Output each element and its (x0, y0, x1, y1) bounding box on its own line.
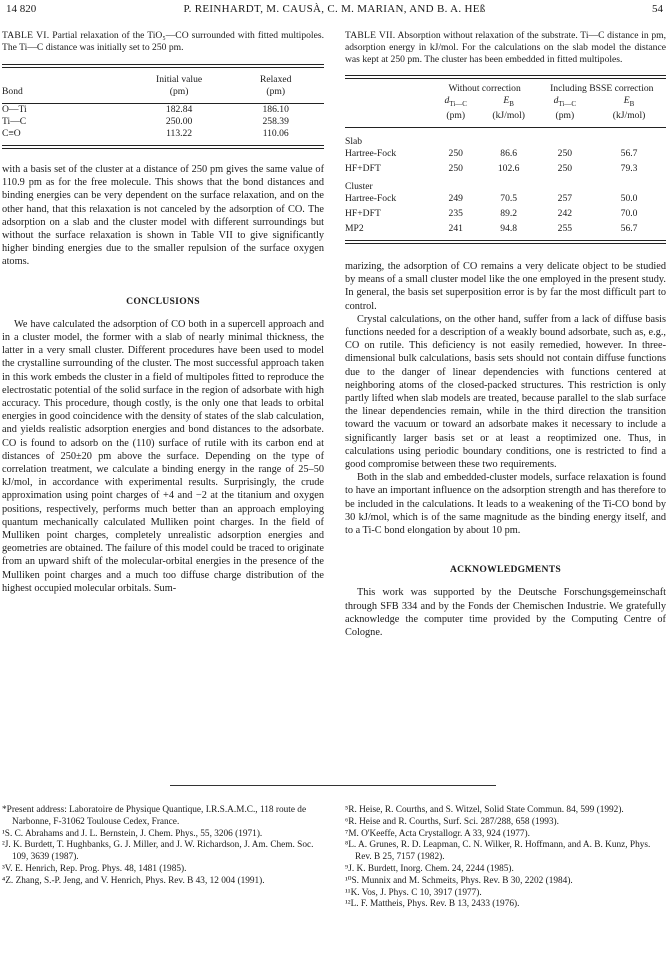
right-column (345, 30, 666, 639)
table6-head-initial: Initial value (156, 74, 203, 85)
table-row: O—Ti 182.84 186.10 (2, 104, 289, 115)
table-row: C≡O 113.22 110.06 (2, 128, 289, 139)
author-line: P. REINHARDT, M. CAUSÀ, C. M. MARIAN, AND B. A. HEß (183, 3, 486, 15)
table6: Initial value Relaxed Bond (pm) (pm) O—Ti 182.84 186.10 Ti—C 250.00 258.39 C≡O 113.22 110.06 (2, 74, 324, 140)
table-row: Hartree-Fock 249 70.5 257 50.0 (345, 192, 638, 204)
body-paragraph: We have calculated the adsorption of CO both in a supercell approach and in a cluster model, the former with a slab of nearly minimal thickness, the latter in a very small cluster. Different procedures have been used to model the crystalline surrounding of the cluster. The most successful approach taken in this work embeds the cluster in a field of multipoles fitted to reproduce the electrostatic potential of the solid surface in the region of adsorbate with high accuracy. This procedure, though costly, is the only one that leads to orbital energies in good coincidence with the density of states of the slab calculation, and yields realistic adsorption energies and bond distances to the adsorbate. CO is found to adsorb on the (110) surface of rutile with its carbon end at distances of 250±20 pm above the surface. Depending on the type of correlation treatment, we calculate a binding energy in the range of 25–50 kJ/mol, in accordance with experimental results. Surprisingly, the crude approximation using point charges of +4 and −2 at the titanium and oxygen positions, respectively, performs much better than an approach employing quantum mechanically calculated Mulliken point charges. In the field of Mulliken point charges, completely unrealistic adsorption energies and geometries are obtained. The failure of this model could be traced to originate from an upward shift of the molecular-orbital energies in the presence of the Mulliken point charges and a much too diffuse charge distribution of the highest occupied molecular orbitals. Sum- (2, 318, 324, 594)
table7-caption: TABLE VII. Absorption without relaxation of the substrate. Ti—C distance in pm, adsorption energy in kJ/mol. For the calculations on the slab model the distance was kept at 250 pm. The cluster has been embedded in fitted multipoles. (345, 30, 667, 65)
table7-group-bsse: Including BSSE correction (550, 83, 654, 94)
conclusions-heading: CONCLUSIONS (126, 295, 200, 307)
table6-head-bond: Bond (2, 86, 23, 97)
reference-item: ¹⁰S. Munnix and M. Schmeits, Phys. Rev. B 30, 2202 (1984). (345, 875, 573, 886)
table7-bottom-rule (345, 240, 666, 244)
running-header (6, 3, 663, 18)
table7-group-without: Without correction (448, 83, 521, 94)
table6-head-relaxed: Relaxed (259, 74, 292, 85)
reference-item: ²J. K. Burdett, T. Hughbanks, G. J. Miller, and J. W. Richardson, J. Am. Chem. Soc. 109, 3639 (1987). (2, 840, 314, 863)
references-right (345, 805, 666, 911)
body-paragraph: with a basis set of the cluster at a distance of 250 pm gives the same value of 110.9 pm as for the free molecule. This shows that the bond distances and binding energies can be very dependent on the surface relaxation, and on the other hand, that this relaxation is not canceled by the adsorption of CO. The adsorption on a slab and the cluster model with different surroundings but without the surface relaxation is shown in Table VII to give significantly higher binding energies due to the smaller repulsion of the surface oxygen atoms. (2, 164, 324, 268)
table7: Without correction Including BSSE correction $d_{Ti—C}$ $E_B$ $d_{Ti—C}$ $E_B$ (pm) (kJ/mol) (pm) (kJ/mol) Slab Hartree-Fock 250 86.6 250 56.7 HF+DFT 250 102.6 250 79.3 Cluster Hartree-Fock 249 70.5 257 50.0 HF+DFT 235 89.2 242 70.0 MP2 241 94.8 255 56.7 (345, 83, 666, 235)
table-row: Hartree-Fock 250 86.6 250 56.7 (345, 147, 638, 159)
reference-item: ¹¹K. Vos, J. Phys. C 10, 3917 (1977). (345, 887, 482, 898)
table6-caption: TABLE VI. Partial relaxation of the TiO₅—CO surrounded with fitted multipoles. The Ti—C distance was initially set to 250 pm. (2, 30, 324, 53)
reference-item: ⁸L. A. Grunes, R. D. Leapman, C. N. Wilker, R. Hoffmann, and A. B. Kunz, Phys. Rev. B 25, 7157 (1982). (345, 840, 651, 863)
page-number: 14 820 (6, 3, 37, 15)
table7-section-cluster: Cluster (345, 180, 373, 192)
reference-item: ⁹J. K. Burdett, Inorg. Chem. 24, 2244 (1985). (345, 863, 514, 874)
footnote-separator (170, 785, 496, 786)
body-paragraph: Crystal calculations, on the other hand, suffer from a lack of diffuse basis functions needed for a description of a weakly bound adsorbate, such as, e.g., CO on rutile. This deficiency is not easily remedied, however. In three-dimensional bulk calculations, basis sets should not contain diffuse functions due to the danger of linear dependencies with functions centered at neighboring atoms of the closed-packed structures. This restriction is only partly lifted when slab models are treated, because parallel to the slab surface the linear dependencies remain, while in the third direction the transition toward the vacuum or toward an adsorbate makes it necessary to include a significantly larger basis set or at least a reoptimized one. Thus, in calculations using periodic boundary conditions, one is restricted to find a good compromise between these two requirements. (345, 313, 666, 470)
reference-item: ¹S. C. Abrahams and J. L. Bernstein, J. Chem. Phys., 55, 3206 (1971). (2, 828, 263, 839)
reference-item: *Present address: Laboratoire de Physique Quantique, I.R.S.A.M.C., 118 route de Narbonne, F-31062 Toulouse Cedex, France. (2, 805, 307, 827)
reference-item: ⁷M. O'Keeffe, Acta Crystallogr. A 33, 924 (1977). (345, 828, 530, 839)
table7-top-rule (345, 75, 666, 79)
table-row: Ti—C 250.00 258.39 (2, 116, 289, 127)
reference-item: ⁶R. Heise and R. Courths, Surf. Sci. 287/288, 658 (1993). (345, 816, 559, 827)
reference-item: ¹²L. F. Mattheis, Phys. Rev. B 13, 2433 (1976). (345, 899, 520, 910)
reference-item: ⁵R. Heise, R. Courths, and S. Witzel, Solid State Commun. 84, 599 (1992). (345, 805, 624, 815)
table-row: HF+DFT 235 89.2 242 70.0 (345, 207, 638, 219)
table7-section-slab: Slab (345, 135, 363, 147)
body-paragraph: This work was supported by the Deutsche Forschungsgemeinschaft through SFB 334 and by the Fonds der Chemischen Industrie. We gratefully acknowledge the computer time provided by the Computing Centre of Cologne. (345, 587, 666, 638)
left-column (2, 30, 324, 595)
table6-bottom-rule (2, 145, 324, 149)
reference-item: ⁴Z. Zhang, S.-P. Jeng, and V. Henrich, Phys. Rev. B 43, 12 004 (1991). (2, 875, 265, 886)
table-row: HF+DFT 250 102.6 250 79.3 (345, 162, 638, 174)
reference-item: ³V. E. Henrich, Rep. Prog. Phys. 48, 1481 (1985). (2, 863, 187, 874)
references-left (2, 805, 322, 888)
table-row: MP2 241 94.8 255 56.7 (345, 222, 638, 234)
acknowledgments-heading: ACKNOWLEDGMENTS (449, 564, 562, 576)
table6-top-rule (2, 64, 324, 68)
volume-number: 54 (652, 3, 663, 15)
body-paragraph: Both in the slab and embedded-cluster models, surface relaxation is found to have an important influence on the adsorption strength and has therefore to be included in the calculations. It leads to a weakening of the Ti-CO bond by 30 kJ/mol, which is of the same magnitude as the binding energy itself, and to a Ti-C bond elongation by about 10 pm. (345, 472, 666, 536)
body-paragraph: marizing, the adsorption of CO remains a very delicate object to be studied by means of a small cluster model like the one employed in the present study. In general, the basis set superposition error is by far the most difficult part to control. (345, 260, 666, 312)
